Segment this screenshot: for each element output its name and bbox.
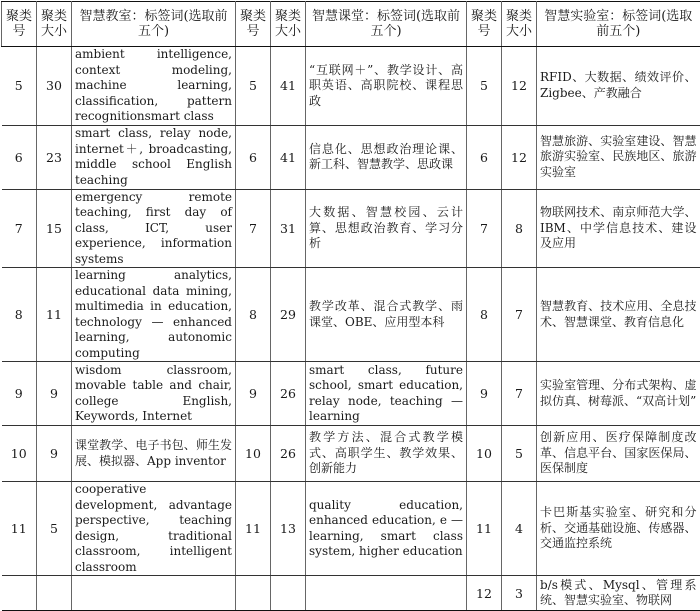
lab-tags: 智慧教育、技术应用、全息技术、智慧课堂、教育信息化 bbox=[537, 268, 700, 362]
cluster-tag-table bbox=[1, 1, 700, 611]
course-cluster-size: 26 bbox=[271, 426, 306, 482]
course-cluster-no: 9 bbox=[236, 362, 271, 426]
classroom-cluster-no: 10 bbox=[2, 426, 37, 482]
classroom-tags: 课堂教学、电子书包、师生发展、模拟器、App inventor bbox=[72, 426, 236, 482]
table-row bbox=[2, 268, 700, 362]
table-row bbox=[2, 125, 700, 189]
lab-tags: 创新应用、医疗保障制度改革、信息平台、国家医保局、医保制度 bbox=[537, 426, 700, 482]
header-lab-tags: 智慧实验室：标签词(选取前五个) bbox=[537, 2, 700, 47]
table-row bbox=[2, 576, 700, 611]
classroom-tags: smart class, relay node, internet＋, broadcasting, middle school English teaching bbox=[72, 125, 236, 189]
classroom-cluster-size: 15 bbox=[37, 189, 72, 268]
lab-cluster-size: 3 bbox=[502, 576, 537, 611]
course-tags bbox=[306, 576, 467, 611]
classroom-cluster-size: 23 bbox=[37, 125, 72, 189]
classroom-cluster-no: 8 bbox=[2, 268, 37, 362]
classroom-tags: wisdom classroom, movable table and chair, college English, Keywords, Internet bbox=[72, 362, 236, 426]
classroom-cluster-no: 11 bbox=[2, 482, 37, 576]
lab-cluster-no: 7 bbox=[467, 189, 502, 268]
lab-cluster-size: 7 bbox=[502, 362, 537, 426]
classroom-cluster-size: 5 bbox=[37, 482, 72, 576]
classroom-cluster-size bbox=[37, 576, 72, 611]
table-row bbox=[2, 47, 700, 126]
table-row bbox=[2, 482, 700, 576]
lab-cluster-size: 12 bbox=[502, 47, 537, 126]
lab-cluster-no: 12 bbox=[467, 576, 502, 611]
classroom-tags: learning analytics, educational data mining, multimedia in education, technology — enhanced learning, autonomic computing bbox=[72, 268, 236, 362]
course-cluster-size: 29 bbox=[271, 268, 306, 362]
course-cluster-no: 8 bbox=[236, 268, 271, 362]
header-cluster-size-lab: 聚类大小 bbox=[502, 2, 537, 47]
course-cluster-size: 13 bbox=[271, 482, 306, 576]
lab-cluster-no: 9 bbox=[467, 362, 502, 426]
lab-cluster-size: 4 bbox=[502, 482, 537, 576]
course-cluster-no: 10 bbox=[236, 426, 271, 482]
classroom-cluster-no: 6 bbox=[2, 125, 37, 189]
table-row bbox=[2, 362, 700, 426]
lab-cluster-no: 5 bbox=[467, 47, 502, 126]
lab-cluster-no: 10 bbox=[467, 426, 502, 482]
table-row bbox=[2, 426, 700, 482]
header-cluster-size-course: 聚类大小 bbox=[271, 2, 306, 47]
lab-tags: 卡巴斯基实验室、研究和分析、交通基础设施、传感器、交通监控系统 bbox=[537, 482, 700, 576]
course-cluster-size bbox=[271, 576, 306, 611]
header-row bbox=[2, 2, 700, 47]
lab-tags: 实验室管理、分布式架构、虚拟仿真、树莓派、“双高计划” bbox=[537, 362, 700, 426]
header-course-tags: 智慧课堂：标签词(选取前五个) bbox=[306, 2, 467, 47]
header-classroom-tags: 智慧教室：标签词(选取前五个) bbox=[72, 2, 236, 47]
course-tags: quality education, enhanced education, e — learning, smart class system, higher education bbox=[306, 482, 467, 576]
lab-cluster-size: 5 bbox=[502, 426, 537, 482]
course-tags: 教学改革、混合式教学、雨课堂、OBE、应用型本科 bbox=[306, 268, 467, 362]
classroom-cluster-size: 30 bbox=[37, 47, 72, 126]
lab-cluster-no: 6 bbox=[467, 125, 502, 189]
lab-tags: 智慧旅游、实验室建设、智慧旅游实验室、民族地区、旅游实验室 bbox=[537, 125, 700, 189]
course-tags: “互联网＋”、教学设计、高职英语、高职院校、课程思政 bbox=[306, 47, 467, 126]
course-cluster-size: 26 bbox=[271, 362, 306, 426]
lab-tags: RFID、大数据、绩效评价、Zigbee、产教融合 bbox=[537, 47, 700, 126]
course-tags: 教学方法、混合式教学模式、高职学生、教学效果、创新能力 bbox=[306, 426, 467, 482]
header-cluster-no-course: 聚类号 bbox=[236, 2, 271, 47]
classroom-cluster-size: 11 bbox=[37, 268, 72, 362]
classroom-cluster-size: 9 bbox=[37, 362, 72, 426]
course-tags: 信息化、思想政治理论课、新工科、智慧教学、思政课 bbox=[306, 125, 467, 189]
lab-cluster-no: 8 bbox=[467, 268, 502, 362]
classroom-cluster-no bbox=[2, 576, 37, 611]
lab-cluster-size: 12 bbox=[502, 125, 537, 189]
header-cluster-no-classroom: 聚类号 bbox=[2, 2, 37, 47]
course-cluster-size: 41 bbox=[271, 125, 306, 189]
classroom-tags bbox=[72, 576, 236, 611]
classroom-cluster-no: 5 bbox=[2, 47, 37, 126]
lab-cluster-size: 8 bbox=[502, 189, 537, 268]
course-cluster-size: 31 bbox=[271, 189, 306, 268]
course-cluster-no: 5 bbox=[236, 47, 271, 126]
header-cluster-size-classroom: 聚类大小 bbox=[37, 2, 72, 47]
classroom-cluster-no: 9 bbox=[2, 362, 37, 426]
course-cluster-no: 7 bbox=[236, 189, 271, 268]
course-cluster-no: 6 bbox=[236, 125, 271, 189]
course-cluster-no bbox=[236, 576, 271, 611]
classroom-tags: emergency remote teaching, first day of class, ICT, user experience, information systems bbox=[72, 189, 236, 268]
lab-cluster-no: 11 bbox=[467, 482, 502, 576]
table-row bbox=[2, 189, 700, 268]
lab-tags: 物联网技术、南京师范大学、IBM、中学信息技术、建设及应用 bbox=[537, 189, 700, 268]
course-tags: 大数据、智慧校园、云计算、思想政治教育、学习分析 bbox=[306, 189, 467, 268]
header-cluster-no-lab: 聚类号 bbox=[467, 2, 502, 47]
classroom-tags: ambient intelligence, context modeling, machine learning, classification, pattern recognitionsmart class bbox=[72, 47, 236, 126]
course-cluster-no: 11 bbox=[236, 482, 271, 576]
classroom-tags: cooperative development, advantage perspective, teaching design, traditional classroom, intelligent classroom bbox=[72, 482, 236, 576]
lab-tags: b/s模式、Mysql、管理系统、智慧实验室、物联网 bbox=[537, 576, 700, 611]
course-tags: smart class, future school, smart education, relay node, teaching — learning bbox=[306, 362, 467, 426]
lab-cluster-size: 7 bbox=[502, 268, 537, 362]
classroom-cluster-no: 7 bbox=[2, 189, 37, 268]
classroom-cluster-size: 9 bbox=[37, 426, 72, 482]
course-cluster-size: 41 bbox=[271, 47, 306, 126]
